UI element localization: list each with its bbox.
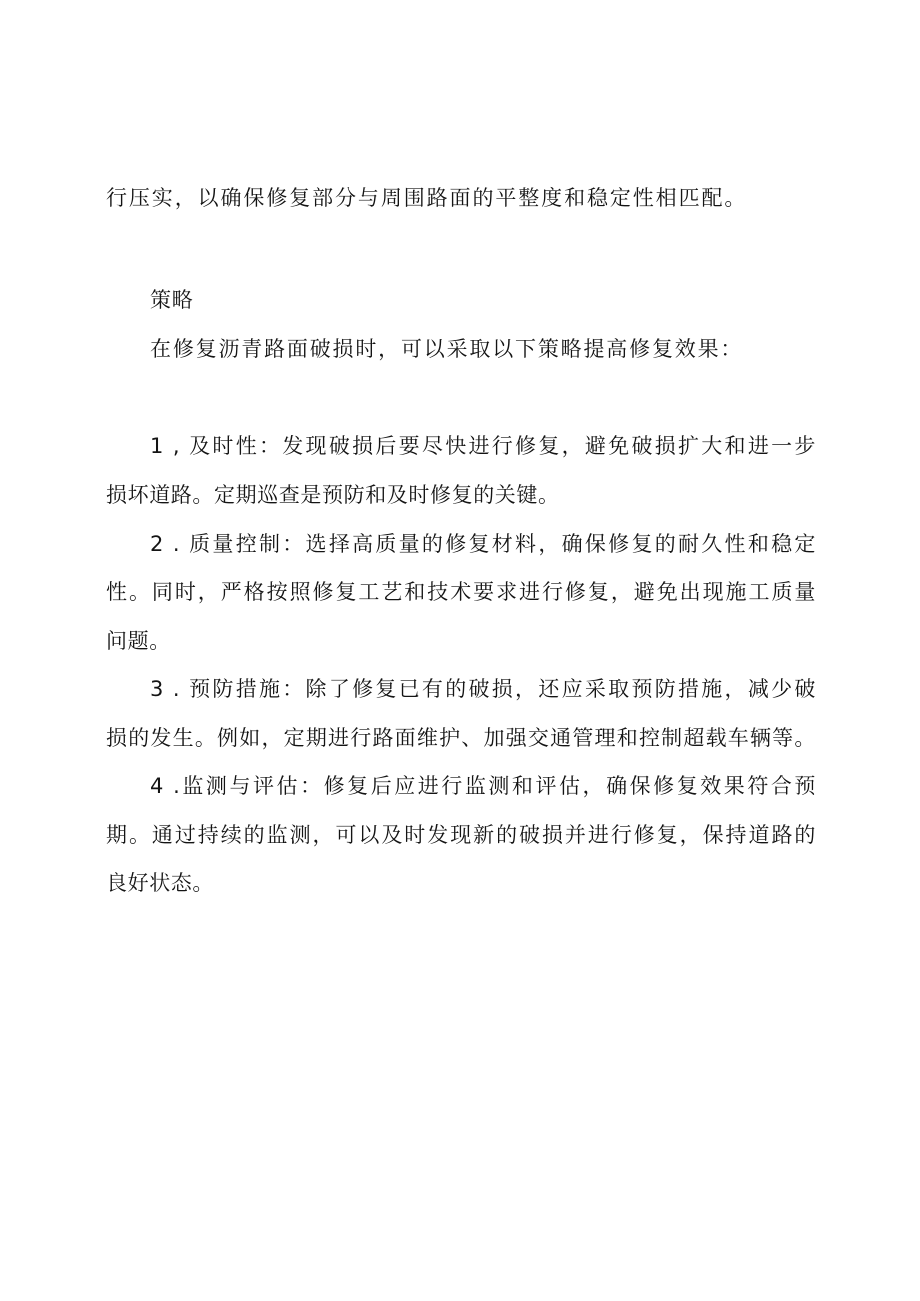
list-item-2-line-1: 2 . 质量控制：选择高质量的修复材料，确保修复的耐久性和稳定 [150, 532, 816, 556]
list-item-1-line-1: 1 , 及时性：发现破损后要尽快进行修复，避免破损扩大和进一步 [150, 434, 816, 458]
section-heading: 策略 [150, 288, 194, 312]
list-item-2-line-2: 性。同时，严格按照修复工艺和技术要求进行修复，避免出现施工质量 [106, 580, 816, 604]
continuation-paragraph: 行压实，以确保修复部分与周围路面的平整度和稳定性相匹配。 [106, 186, 746, 210]
list-item-1-line-2: 损坏道路。定期巡查是预防和及时修复的关键。 [106, 483, 560, 507]
list-item-4-line-3: 良好状态。 [106, 871, 214, 895]
list-item-3-line-1: 3 . 预防措施：除了修复已有的破损，还应采取预防措施，减少破 [150, 677, 816, 701]
intro-paragraph: 在修复沥青路面破损时，可以采取以下策略提高修复效果： [150, 337, 742, 361]
list-item-4-line-1: 4 .监测与评估：修复后应进行监测和评估，确保修复效果符合预 [150, 774, 816, 798]
list-item-2-line-3: 问题。 [106, 629, 171, 653]
list-item-3-line-2: 损的发生。例如，定期进行路面维护、加强交通管理和控制超载车辆等。 [106, 726, 816, 750]
list-item-4-line-2: 期。通过持续的监测，可以及时发现新的破损并进行修复，保持道路的 [106, 823, 816, 847]
